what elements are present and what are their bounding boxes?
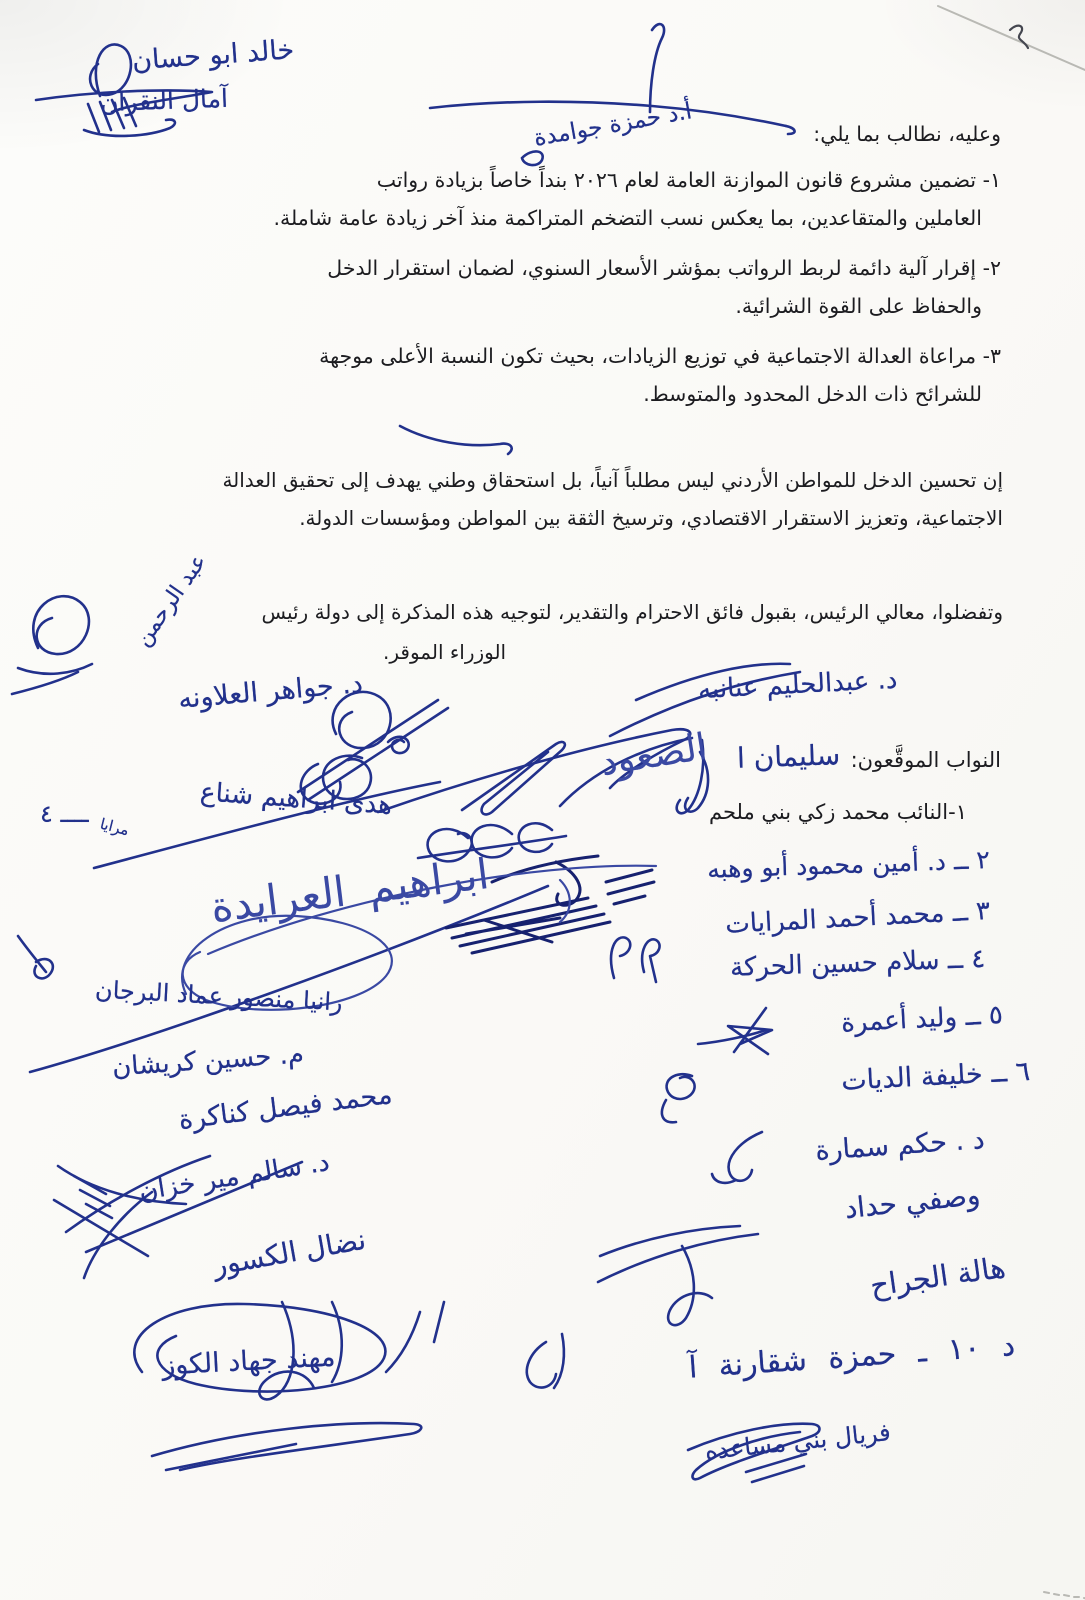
courtesy-line-1: وتفضلوا، معالي الرئيس، بقبول فائق الاحترام والتقدير، لتوجيه هذه المذكرة إلى دولة رئيس <box>261 600 1003 624</box>
handwritten-signatory-entry: ٣ ــ محمد أحمد المرايات <box>724 896 991 940</box>
courtesy-line-2: الوزراء الموقر. <box>383 640 507 664</box>
handwritten-signature-name: د. جواهر العلاونه <box>177 667 364 716</box>
fold-ink-mark <box>1010 26 1028 48</box>
demand-1-line-2: العاملين والمتقاعدين، بما يعكس نسب التضخم المتراكمة منذ آخر زيادة عامة شاملة. <box>273 206 982 230</box>
handwritten-signatory-entry: هدى ابراهيم شناع <box>199 777 394 821</box>
handwritten-signature-name: أ.د حمزة جوامدة <box>531 98 694 152</box>
demand-2-line-1: ٢- إقرار آلية دائمة لربط الرواتب بمؤشر الأسعار السنوي، لضمان استقرار الدخل <box>327 256 1001 280</box>
closing-paragraph-line-2: الاجتماعية، وتعزيز الاستقرار الاقتصادي، وترسيخ الثقة بين المواطن ومؤسسات الدولة. <box>299 506 1003 530</box>
handwritten-signature-name: م. حسين كريشان <box>111 1039 305 1083</box>
handwritten-signatory-entry: د ١٠ ـ حمزة شقارنة آ <box>687 1328 1017 1386</box>
handwritten-entry-number: ــــ ٤ <box>40 800 89 828</box>
handwritten-signatory-entry: د . حكم سمارة <box>814 1124 987 1167</box>
closing-paragraph-line-1: إن تحسين الدخل للمواطن الأردني ليس مطلباً آنياً، بل استحقاق وطني يهدف إلى تحقيق العدالة <box>222 468 1003 492</box>
handwritten-signatory-entry: ٤ ــ سلام حسين الحركة <box>729 944 986 983</box>
signatories-heading: النواب الموقَّعون: <box>850 748 1001 772</box>
handwritten-signature-name: آمال النقران <box>99 83 229 118</box>
handwritten-signatory-entry: ٢ ــ د. أمين محمود أبو وهبه <box>706 845 991 884</box>
handwritten-signature-name: الصعود <box>597 724 710 785</box>
handwritten-signature-name: محمد فيصل كناكرة <box>176 1079 394 1136</box>
demand-2-line-2: والحفاظ على القوة الشرائية. <box>735 294 982 318</box>
handwritten-small-note: مرايا <box>98 814 131 840</box>
handwritten-signatory-entry: ٥ ــ وليد أعمرة <box>840 1000 1004 1039</box>
handwritten-signatory-entry: ٦ ــ خليفة الديات <box>840 1056 1031 1097</box>
handwritten-large-signature: ابراهيم العرايدة <box>208 849 492 932</box>
demand-1-line-1: ١- تضمين مشروع قانون الموازنة العامة لعام ٢٠٢٦ بنداً خاصاً بزيادة رواتب <box>376 168 1001 192</box>
demand-3-line-1: ٣- مراعاة العدالة الاجتماعية في توزيع الزيادات، بحيث تكون النسبة الأعلى موجهة <box>319 344 1001 368</box>
handwritten-signature-name: سليمان ا <box>736 738 841 775</box>
handwritten-signatory-entry: فريال بني مساعده <box>703 1418 892 1466</box>
first-signatory-line: ١-النائب محمد زكي بني ملحم <box>708 800 967 824</box>
demand-3-line-2: للشرائح ذات الدخل المحدود والمتوسط. <box>643 382 982 406</box>
handwritten-signatory-entry: وصفي حداد <box>843 1178 982 1226</box>
handwritten-signature-name: نضال الكسور <box>210 1222 369 1283</box>
handwritten-signature-name: مهند جهاد الكوز <box>161 1341 337 1382</box>
intro-line: وعليه، نطالب بما يلي: <box>813 122 1001 146</box>
handwritten-signature-name: رانيا منصور عماد البرجان <box>94 975 344 1017</box>
handwritten-signature-name: د. عبدالحليم عنانبه <box>697 664 899 706</box>
handwritten-signatory-entry: هالة الجراح <box>867 1250 1008 1303</box>
handwritten-signature-name: خالد ابو حسان <box>131 34 296 77</box>
handwritten-signature-name: د. سالم مير خزان <box>136 1147 332 1207</box>
handwritten-margin-note: عبد الرحمن <box>130 549 212 652</box>
